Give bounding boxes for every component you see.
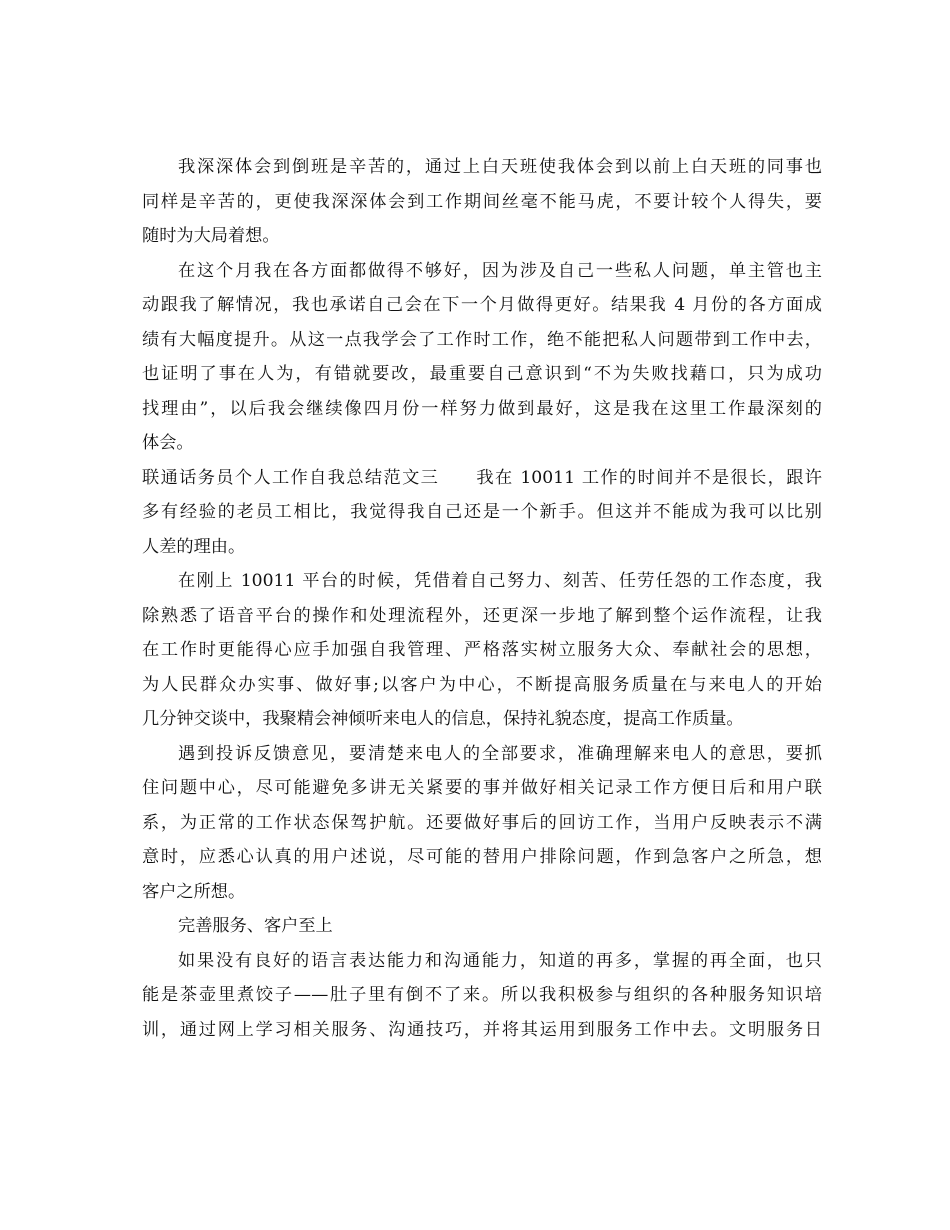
text-line: 系，为正常的工作状态保驾护航。还要做好事后的回访工作，当用户反映表示不满 <box>142 812 822 833</box>
text-line: 同样是辛苦的，更使我深深体会到工作期间丝毫不能马虎，不要计较个人得失，要 <box>142 191 822 212</box>
text-line: 除熟悉了语音平台的操作和处理流程外，还更深一步地了解到整个运作流程，让我 <box>142 605 822 626</box>
text-line: 客户之所想。 <box>142 881 246 902</box>
paragraph-2 <box>142 254 822 461</box>
text-line: 找理由”，以后我会继续像四月份一样努力做到最好，这是我在这里工作最深刻的 <box>142 398 822 419</box>
text-line: 人差的理由。 <box>142 536 246 557</box>
text-line: 随时为大局着想。 <box>142 226 280 246</box>
text-line: 训，通过网上学习相关服务、沟通技巧，并将其运用到服务工作中去。文明服务日 <box>142 1019 822 1040</box>
text-line: 在这个月我在各方面都做得不够好，因为涉及自己一些私人问题，单主管也主 <box>178 260 822 281</box>
text-line: 多有经验的老员工相比，我觉得我自己还是一个新手。但这并不能成为我可以比别 <box>142 502 822 522</box>
paragraph-1 <box>142 150 822 254</box>
paragraph-4 <box>142 564 822 737</box>
text-line: 在刚上 10011 平台的时候，凭借着自己努力、刻苦、任劳任怨的工作态度，我 <box>178 571 822 591</box>
text-line: 如果没有良好的语言表达能力和沟通能力，知道的再多，掌握的再全面，也只 <box>178 950 822 971</box>
text-line: 在工作时更能得心应手加强自我管理、严格落实树立服务大众、奉献社会的思想， <box>142 640 822 660</box>
section-heading-paragraph <box>142 461 822 565</box>
text-line: 能是茶壶里煮饺子——肚子里有倒不了来。所以我积极参与组织的各种服务知识培 <box>142 985 822 1005</box>
text-line: 遇到投诉反馈意见，要清楚来电人的全部要求，准确理解来电人的意思，要抓 <box>178 743 822 764</box>
text-line: 也证明了事在人为，有错就要改，最重要自己意识到“不为失败找藉口，只为成功 <box>142 364 822 384</box>
text-line: 动跟我了解情况，我也承诺自己会在下一个月做得更好。结果我 4 月份的各方面成 <box>142 295 822 315</box>
text-line: 体会。 <box>142 433 194 453</box>
text-line: 意时，应悉心认真的用户述说，尽可能的替用户排除问题，作到急客户之所急，想 <box>142 847 822 867</box>
paragraph-5 <box>142 737 822 910</box>
text-line: 几分钟交谈中，我聚精会神倾听来电人的信息，保持礼貌态度，提高工作质量。 <box>142 709 744 729</box>
document-body <box>142 150 822 1047</box>
section-heading-line: 联通话务员个人工作自我总结范文三 我在 10011 工作的时间并不是很长，跟许 <box>142 467 822 488</box>
subheading-line: 完善服务、客户至上 <box>178 916 333 936</box>
paragraph-7 <box>142 944 822 1048</box>
text-line: 绩有大幅度提升。从这一点我学会了工作时工作，绝不能把私人问题带到工作中去， <box>142 329 822 350</box>
text-line: 为人民群众办实事、做好事;以客户为中心，不断提高服务质量在与来电人的开始 <box>142 674 822 695</box>
text-line: 住问题中心，尽可能避免多讲无关紧要的事并做好相关记录工作方便日后和用户联 <box>142 778 822 798</box>
subheading-paragraph <box>142 909 822 944</box>
text-line: 我深深体会到倒班是辛苦的，通过上白天班使我体会到以前上白天班的同事也 <box>178 157 822 177</box>
